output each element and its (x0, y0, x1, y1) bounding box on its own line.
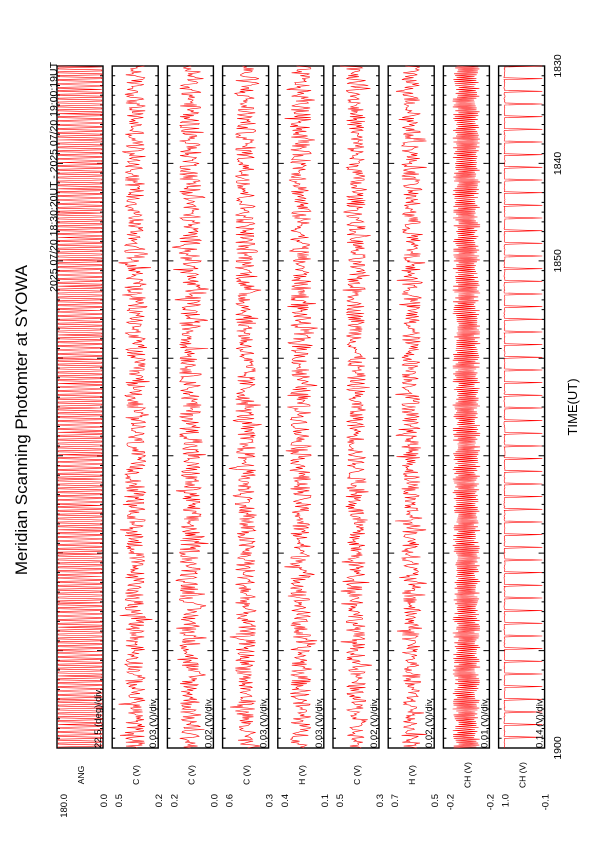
panel-ymin-label: -0.1 (540, 794, 552, 811)
time-ticks (167, 66, 213, 748)
panel-scale-label: 0.14 (V)/div (534, 699, 546, 748)
panel-ymin-label: 0.3 (264, 794, 276, 808)
panel-unit-label: C (V) (131, 765, 142, 785)
panel-ymax-label: 0.4 (279, 794, 291, 808)
chart-title: Meridian Scanning Photomter at SYOWA (12, 264, 31, 576)
series-trace (284, 66, 317, 748)
panel-ymin-label: 0.0 (99, 794, 110, 808)
series-trace (340, 66, 372, 748)
time-ticks (443, 66, 489, 748)
panel-scale-label: 0.03 (V)/div (313, 699, 325, 748)
x-tick-label: 1830 (552, 54, 564, 78)
panel-unit-label: C (V) (186, 765, 197, 785)
panel-unit-label: CH (V) (462, 762, 473, 788)
panel-ymax-label: 0.7 (390, 794, 402, 808)
series-trace (119, 66, 153, 748)
panel-unit-label: C (V) (352, 765, 362, 785)
x-axis-label: TIME(UT) (565, 378, 580, 436)
panel-ymax-label: 0.2 (169, 794, 181, 808)
time-ticks (112, 66, 158, 748)
panel-ymin-label: 0.5 (430, 794, 442, 808)
panel-frame (167, 66, 213, 748)
panel-scale-label: 22.5 (deg)/div (93, 689, 104, 748)
panel-frame (443, 66, 489, 748)
panel-unit-label: CH (V) (517, 762, 528, 788)
panel-ymax-label: -0.2 (445, 794, 457, 811)
panel-frame (278, 66, 324, 748)
panel-ymin-label: -0.2 (485, 794, 497, 811)
series-trace (172, 66, 208, 748)
panel-scale-label: 0.03 (V)/div (258, 699, 270, 748)
panel-unit-label: H (V) (296, 765, 307, 785)
panel-ymin-label: 0.3 (375, 794, 386, 808)
series-trace (58, 66, 102, 748)
panel-scale-label: 0.02 (V)/div (424, 699, 436, 748)
panel-ymax-label: 0.5 (335, 794, 346, 808)
panel-ymax-label: 1.0 (500, 794, 512, 808)
series-trace (504, 66, 542, 748)
x-tick-label: 1850 (552, 249, 564, 273)
x-tick-label: 1900 (552, 736, 564, 760)
series-trace (453, 66, 481, 748)
panel-ymax-label: 0.6 (224, 794, 236, 808)
x-tick-label: 1840 (552, 151, 564, 176)
series-trace (229, 66, 262, 748)
panel-frame (112, 66, 158, 748)
series-trace (395, 66, 427, 748)
time-range: 2025 07/20 18:30:20UT - 2025 07/20 19:00:19UT (48, 62, 60, 292)
panel-ymin-label: 0.0 (209, 794, 221, 808)
panel-scale-label: 0.03 (V)/div (148, 699, 160, 748)
panel-unit-label: H (V) (407, 765, 418, 785)
panel-scale-label: 0.01 (V)/div (479, 699, 491, 748)
panel-unit-label: ANG (76, 765, 86, 785)
panel-unit-label: C (V) (241, 765, 252, 785)
panel-ymax-label: 180.0 (59, 794, 70, 818)
panel-ymin-label: 0.1 (319, 794, 331, 808)
panel-scale-label: 0.02 (V)/div (369, 699, 380, 748)
time-ticks (278, 66, 324, 748)
panel-scale-label: 0.02 (V)/div (203, 699, 215, 748)
panel-ymin-label: 0.2 (154, 794, 166, 808)
panel-ymax-label: 0.5 (114, 794, 126, 808)
